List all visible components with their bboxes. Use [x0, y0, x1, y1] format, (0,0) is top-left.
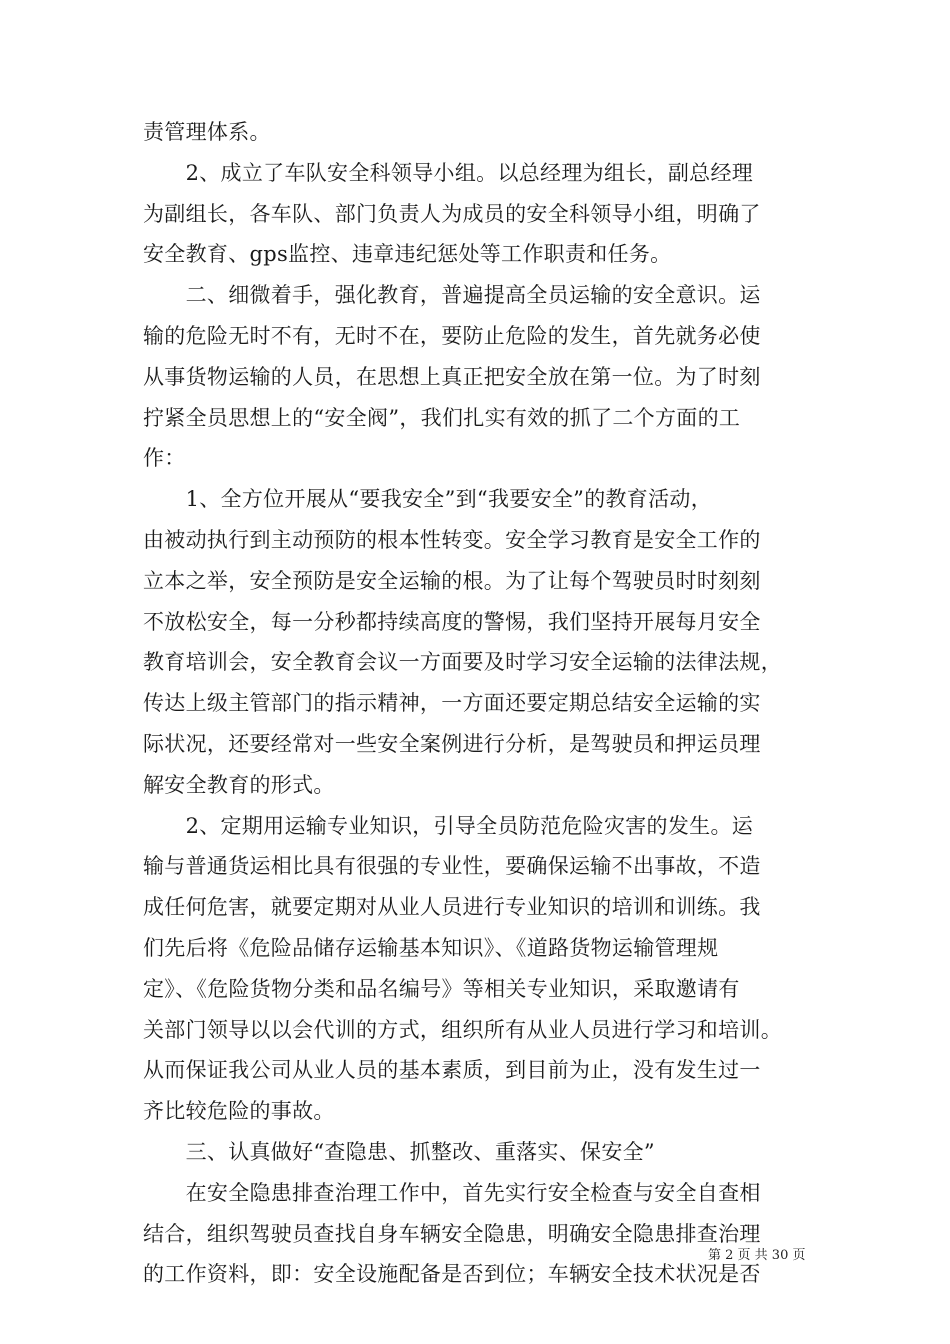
page-number-footer: 第 2 页 共 30 页 — [708, 1248, 806, 1263]
text-line: 际状况，还要经常对一些安全案例进行分析，是驾驶员和押运员理 — [143, 731, 761, 756]
text-line: 不放松安全，每一分秒都持续高度的警惕，我们坚持开展每月安全 — [143, 609, 761, 634]
text-line: 成任何危害，就要定期对从业人员进行专业知识的培训和训练。我 — [143, 895, 761, 920]
text-line: 2、成立了车队安全科领导小组。以总经理为组长，副总经理 — [143, 160, 754, 185]
text-line: 拧紧全员思想上的“安全阀”，我们扎实有效的抓了二个方面的工 — [143, 405, 741, 430]
text-line: 在安全隐患排查治理工作中，首先实行安全检查与安全自查相 — [143, 1180, 761, 1205]
text-line: 从而保证我公司从业人员的基本素质，到目前为止，没有发生过一 — [143, 1058, 761, 1083]
text-line: 从事货物运输的人员，在思想上真正把安全放在第一位。为了时刻 — [143, 364, 761, 389]
text-line: 由被动执行到主动预防的根本性转变。安全学习教育是安全工作的 — [143, 527, 761, 552]
text-line: 输与普通货运相比具有很强的专业性，要确保运输不出事故，不造 — [143, 854, 761, 879]
text-line: 作： — [143, 446, 186, 471]
text-line: 输的危险无时不有，无时不在，要防止危险的发生，首先就务必使 — [143, 323, 761, 348]
text-line: 二、细微着手，强化教育，普遍提高全员运输的安全意识。运 — [143, 283, 761, 308]
text-line: 为副组长，各车队、部门负责人为成员的安全科领导小组，明确了 — [143, 201, 761, 226]
text-line: 的工作资料，即：安全设施配备是否到位；车辆安全技术状况是否 — [143, 1262, 761, 1287]
document-body — [143, 112, 823, 1295]
text-line: 立本之举，安全预防是安全运输的根。为了让每个驾驶员时时刻刻 — [143, 568, 761, 593]
text-line: 2、定期用运输专业知识，引导全员防范危险灾害的发生。运 — [143, 813, 754, 838]
text-line: 定》、《危险货物分类和品名编号》等相关专业知识，采取邀请有 — [143, 976, 740, 1001]
text-line: 三、认真做好“查隐患、抓整改、重落实、保安全” — [143, 1139, 655, 1164]
text-line: 传达上级主管部门的指示精神，一方面还要定期总结安全运输的实 — [143, 691, 761, 716]
text-line: 齐比较危险的事故。 — [143, 1099, 335, 1124]
text-line: 1、全方位开展从“要我安全”到“我要安全”的教育活动， — [143, 487, 713, 512]
text-line: 们先后将《危险品储存运输基本知识》、《道路货物运输管理规 — [143, 935, 719, 960]
text-line: 安全教育、gps监控、违章违纪惩处等工作职责和任务。 — [143, 242, 672, 267]
text-line: 结合，组织驾驶员查找自身车辆安全隐患，明确安全隐患排查治理 — [143, 1221, 761, 1246]
text-line: 解安全教育的形式。 — [143, 772, 335, 797]
text-line: 关部门领导以以会代训的方式，组织所有从业人员进行学习和培训。 — [143, 1017, 782, 1042]
text-line: 责管理体系。 — [143, 120, 271, 144]
text-line: 教育培训会，安全教育会议一方面要及时学习安全运输的法律法规， — [143, 650, 782, 675]
